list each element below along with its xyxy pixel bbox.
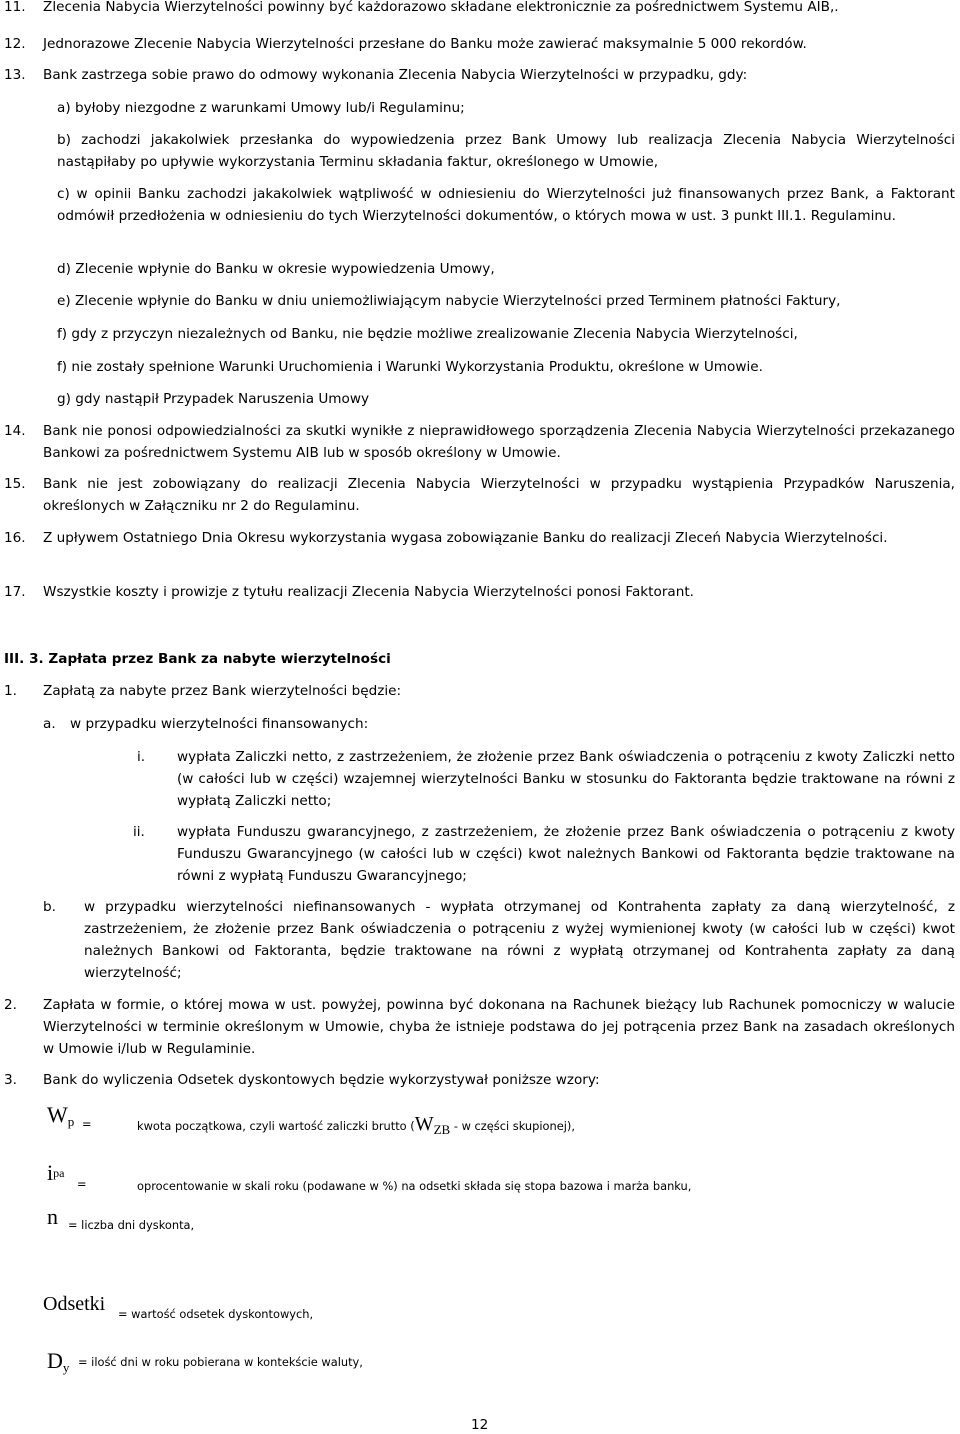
- formula-definition: = wartość odsetek dyskontowych,: [118, 1307, 314, 1321]
- list-item: b) zachodzi jakakolwiek przesłanka do wypowiedzenia przez Bank Umowy lub realizacja Zlecenia Nabycia Wierzytelności nastąpiłaby po upływie wykorzystania Terminu składania faktur, określonego w Umowie,: [57, 132, 955, 170]
- list-item: f) nie zostały spełnione Warunki Uruchomienia i Warunki Wykorzystania Produktu, określone w Umowie.: [57, 359, 763, 375]
- list-item: a) byłoby niezgodne z warunkami Umowy lub/i Regulaminu;: [57, 100, 465, 116]
- item-number: 17.: [4, 584, 26, 600]
- item-number: 12.: [4, 36, 26, 52]
- list-item: wypłata Zaliczki netto, z zastrzeżeniem, że złożenie przez Bank oświadczenia o potrąceniu z kwoty Zaliczki netto (w całości lub w części) wzajemnej wierzytelności Banku w stosunku do Faktoranta będzie traktowane na równi z wypłatą Zaliczki netto;: [177, 749, 955, 809]
- item-number: a.: [43, 716, 56, 732]
- formula-equals: =: [82, 1117, 92, 1131]
- item-number: ii.: [133, 824, 145, 840]
- page-number: 12: [471, 1417, 489, 1433]
- paragraph: Zlecenia Nabycia Wierzytelności powinny być każdorazowo składane elektronicznie za pośrednictwem Systemu AIB,.: [43, 0, 839, 15]
- list-item: w przypadku wierzytelności finansowanych:: [70, 716, 369, 732]
- list-item: w przypadku wierzytelności niefinansowanych - wypłata otrzymanej od Kontrahenta zapłaty za daną wierzytelność, z zastrzeżeniem, że złożenie przez Bank oświadczenia o potrąceniu z wyżej wymienionej kwoty (w całości lub w części) kwot należnych Bankowi od Faktoranta, będzie traktowane na równi z wypłatą otrzymanej od Kontrahenta zapłaty za daną wierzytelność;: [84, 899, 955, 981]
- list-item: f) gdy z przyczyn niezależnych od Banku, nie będzie możliwe zrealizowanie Zlecenia Nabycia Wierzytelności,: [57, 326, 798, 342]
- paragraph: Jednorazowe Zlecenie Nabycia Wierzytelności przesłane do Banku może zawierać maksymalnie 5 000 rekordów.: [43, 36, 807, 52]
- paragraph: Z upływem Ostatniego Dnia Okresu wykorzystania wygasa zobowiązanie Banku do realizacji Zleceń Nabycia Wierzytelności.: [43, 530, 888, 546]
- paragraph: Wszystkie koszty i prowizje z tytułu realizacji Zlecenia Nabycia Wierzytelności ponosi Faktorant.: [43, 584, 694, 600]
- formula-definition: kwota początkowa, czyli wartość zaliczki brutto ($W_{ZB}$ - w części skupionej),: [137, 1113, 575, 1137]
- formula-definition: oprocentowanie w skali roku (podawane w %) na odsetki składa się stopa bazowa i marża banku,: [137, 1179, 692, 1193]
- item-number: 11.: [4, 0, 26, 15]
- list-item: e) Zlecenie wpłynie do Banku w dniu uniemożliwiającym nabycie Wierzytelności przed Terminem płatności Faktury,: [57, 293, 841, 309]
- item-number: 1.: [4, 683, 17, 699]
- paragraph: Bank do wyliczenia Odsetek dyskontowych będzie wykorzystywał poniższe wzory:: [43, 1072, 600, 1088]
- formula-equals: =: [77, 1177, 87, 1191]
- paragraph: Bank nie ponosi odpowiedzialności za skutki wynikłe z nieprawidłowego sporządzenia Zlecenia Nabycia Wierzytelności przekazanego Bankowi za pośrednictwem Systemu AIB lub w sposób określony w Umowie.: [43, 423, 955, 461]
- list-item: d) Zlecenie wpłynie do Banku w okresie wypowiedzenia Umowy,: [57, 261, 495, 277]
- formula-definition: = liczba dni dyskonta,: [68, 1218, 195, 1232]
- formula-symbol: $D_y$: [47, 1348, 70, 1375]
- item-number: 3.: [4, 1072, 17, 1088]
- item-number: i.: [137, 749, 146, 765]
- item-number: 15.: [4, 476, 26, 492]
- item-number: 14.: [4, 423, 26, 439]
- formula-symbol: $W_p$: [47, 1102, 75, 1129]
- section-heading: III. 3. Zapłata przez Bank za nabyte wierzytelności: [4, 651, 391, 667]
- item-number: 16.: [4, 530, 26, 546]
- list-item: c) w opinii Banku zachodzi jakakolwiek wątpliwość w odniesieniu do Wierzytelności już finansowanych przez Bank, a Faktorant odmówił przedłożenia w odniesieniu do tych Wierzytelności dokumentów, o których mowa w ust. 3 punkt III.1. Regulaminu.: [57, 186, 955, 224]
- formula-symbol: Odsetki: [43, 1293, 106, 1315]
- formula-definition: = ilość dni w roku pobierana w kontekście waluty,: [78, 1355, 363, 1369]
- item-number: b.: [43, 899, 56, 915]
- paragraph: Bank zastrzega sobie prawo do odmowy wykonania Zlecenia Nabycia Wierzytelności w przypadku, gdy:: [43, 67, 748, 83]
- paragraph: Zapłata w formie, o której mowa w ust. powyżej, powinna być dokonana na Rachunek bieżący lub Rachunek pomocniczy w walucie Wierzytelności w terminie określonym w Umowie, chyba że istnieje podstawa do jej potrącenia przez Bank na zasadach określonych w Umowie i/lub w Regulaminie.: [43, 997, 955, 1057]
- list-item: wypłata Funduszu gwarancyjnego, z zastrzeżeniem, że złożenie przez Bank oświadczenia o potrąceniu z kwoty Funduszu Gwarancyjnego (w całości lub w części) kwot należnych Bankowi od Faktoranta będzie traktowane na równi z wypłatą Funduszu Gwarancyjnego;: [177, 824, 955, 884]
- formula-symbol: n: [47, 1204, 58, 1229]
- item-number: 13.: [4, 67, 26, 83]
- list-item: g) gdy nastąpił Przypadek Naruszenia Umowy: [57, 391, 370, 407]
- paragraph: Bank nie jest zobowiązany do realizacji Zlecenia Nabycia Wierzytelności w przypadku wystąpienia Przypadków Naruszenia, określonych w Załączniku nr 2 do Regulaminu.: [43, 476, 955, 514]
- item-number: 2.: [4, 997, 17, 1013]
- paragraph: Zapłatą za nabyte przez Bank wierzytelności będzie:: [43, 683, 402, 699]
- formula-symbol: $i_{pa}$: [47, 1160, 65, 1185]
